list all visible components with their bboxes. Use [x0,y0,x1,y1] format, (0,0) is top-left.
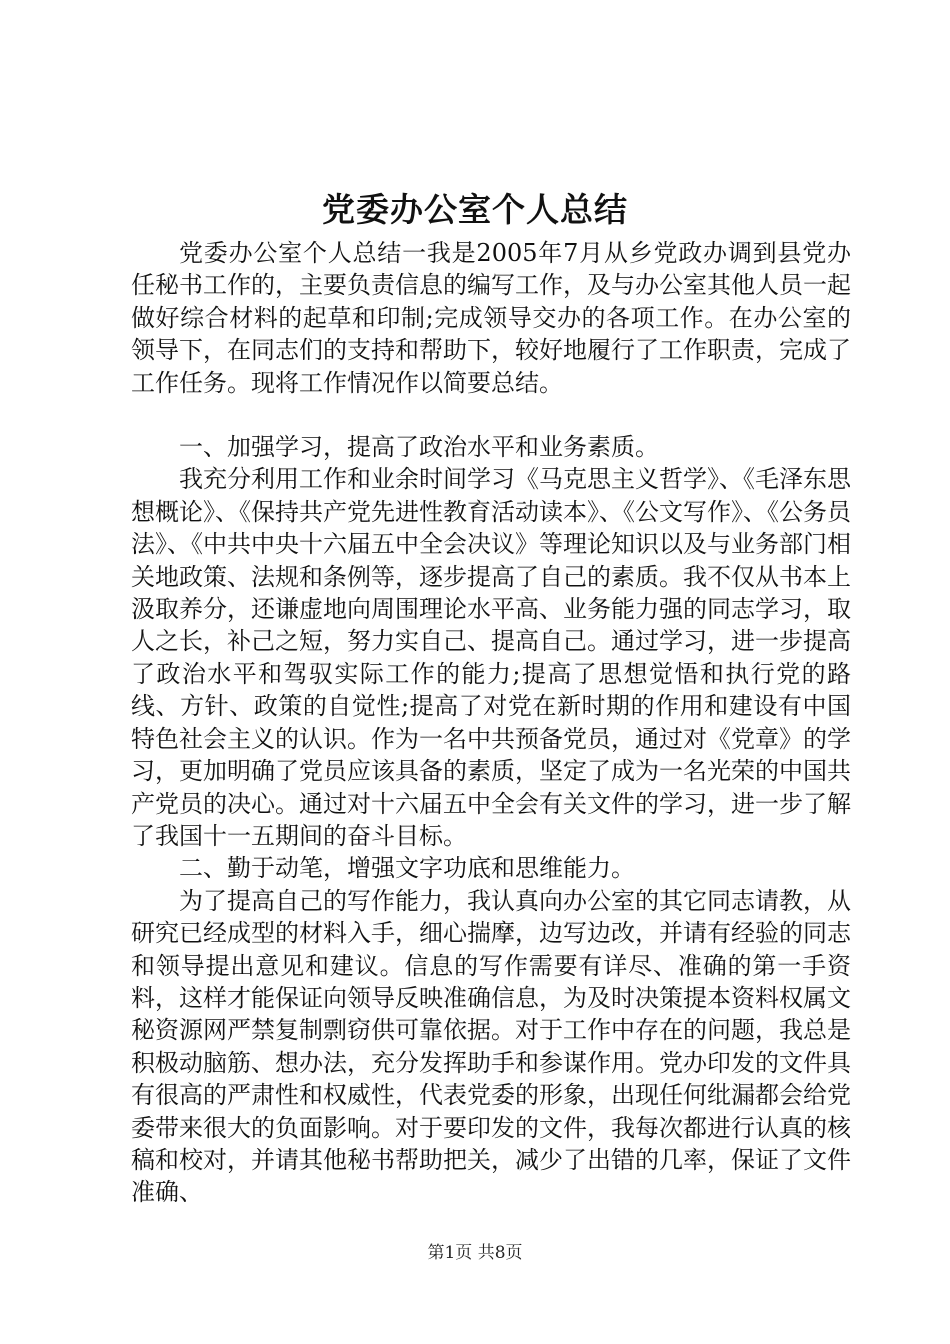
page-number-footer: 第1页 共8页 [427,1243,523,1263]
section-heading-2: 二、勤于动笔，增强文字功底和思维能力。 [179,854,635,883]
document-body [131,237,851,1209]
section-heading-1: 一、加强学习，提高了政治水平和业务素质。 [179,433,659,462]
section-1-paragraph: 我充分利用工作和业余时间学习《马克思主义哲学》、《毛泽东思想概论》、《保持共产党先进性教育活动读本》、《公文写作》、《公务员法》、《中共中央十六届五中全会决议》等理论知识以及与业务部门相关地政策、法规和条例等，逐步提高了自己的素质。我不仅从书本上汲取养分，还谦虚地向周围理论水平高、业务能力强的同志学习，取人之长，补己之短，努力实自己、提高自己。通过学习，进一步提高了政治水平和驾驭实际工作的能力;提高了思想觉悟和执行党的路线、方针、政策的自觉性;提高了对党在新时期的作用和建设有中国特色社会主义的认识。作为一名中共预备党员，通过对《党章》的学习，更加明确了党员应该具备的素质，坚定了成为一名光荣的中国共产党员的决心。通过对十六届五中全会有关文件的学习，进一步了解了我国十一五期间的奋斗目标。 [131,465,851,850]
intro-paragraph: 党委办公室个人总结一我是2005年7月从乡党政办调到县党办任秘书工作的，主要负责信息的编写工作，及与办公室其他人员一起做好综合材料的起草和印制;完成领导交办的各项工作。在办公室的领导下，在同志们的支持和帮助下，较好地履行了工作职责，完成了工作任务。现将工作情况作以简要总结。 [131,239,851,397]
document-title: 党委办公室个人总结 [322,190,628,229]
section-2-paragraph: 为了提高自己的写作能力，我认真向办公室的其它同志请教，从研究已经成型的材料入手，细心揣摩，边写边改，并请有经验的同志和领导提出意见和建议。信息的写作需要有详尽、准确的第一手资料，这样才能保证向领导反映准确信息，为及时决策提本资料权属文秘资源网严禁复制剽窃供可靠依据。对于工作中存在的问题，我总是积极动脑筋、想办法，充分发挥助手和参谋作用。党办印发的文件具有很高的严肃性和权威性，代表党委的形象，出现任何纰漏都会给党委带来很大的负面影响。对于要印发的文件，我每次都进行认真的核稿和校对，并请其他秘书帮助把关，减少了出错的几率，保证了文件准确、 [131,886,851,1207]
